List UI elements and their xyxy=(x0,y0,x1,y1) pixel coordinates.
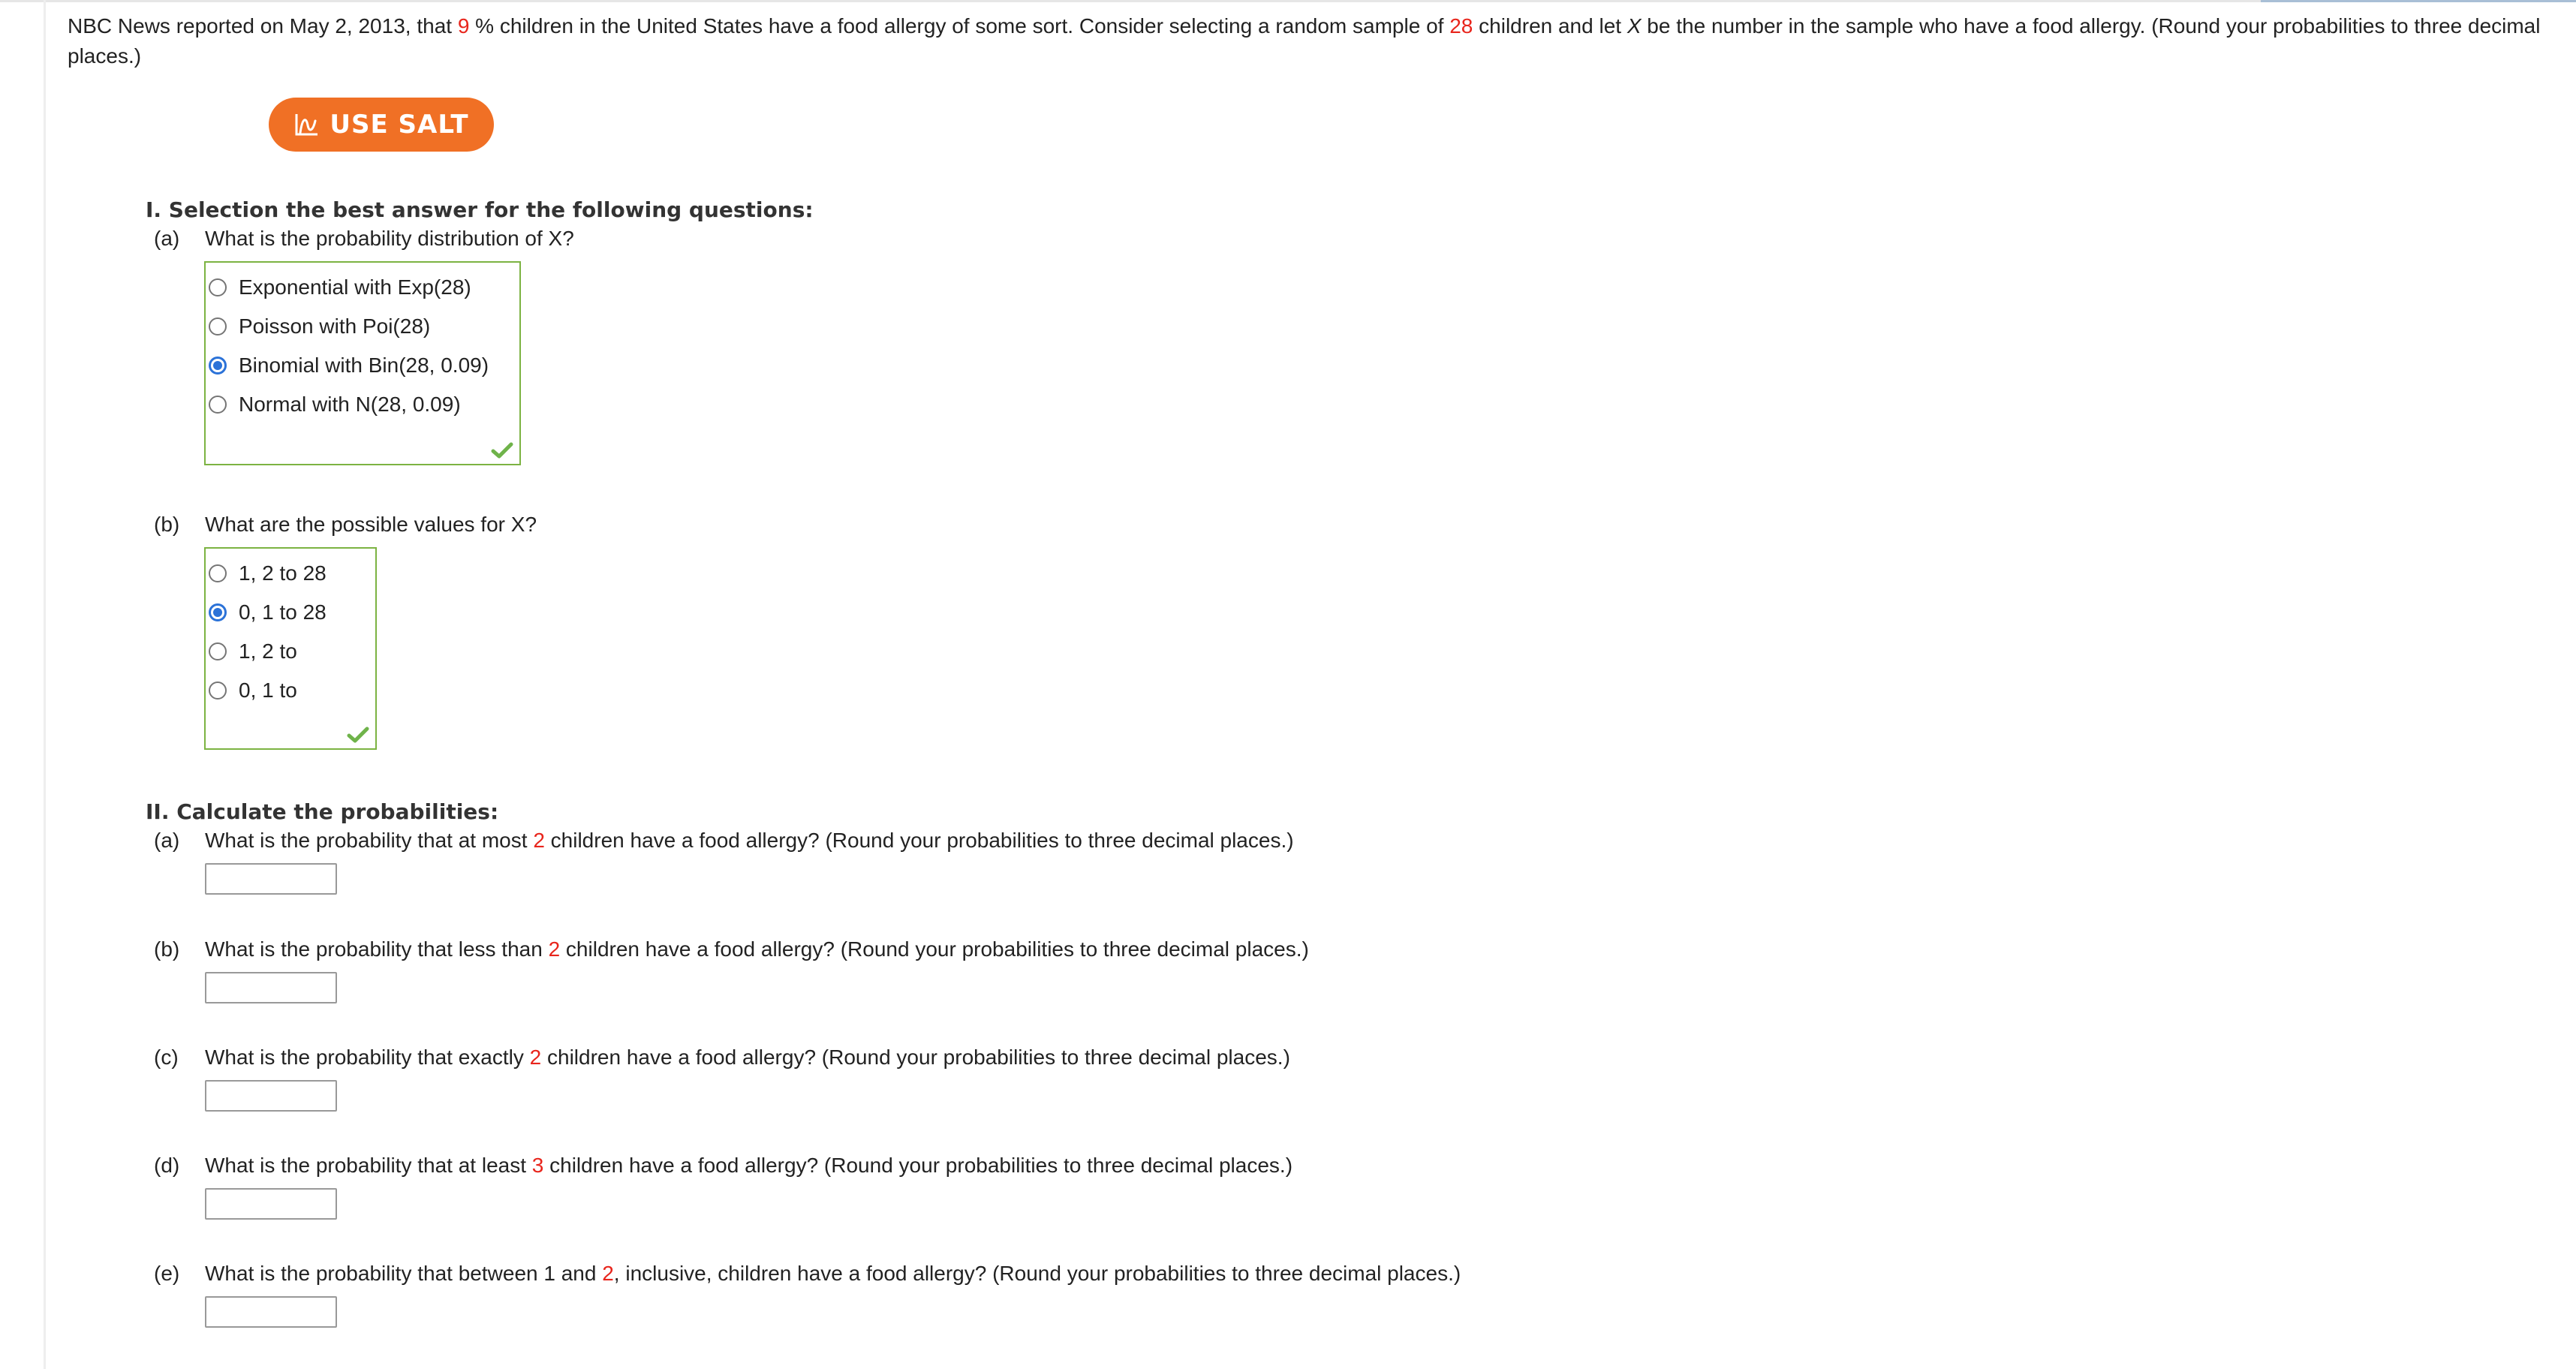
possible-values-options xyxy=(204,547,377,750)
use-salt-label: USE SALT xyxy=(330,110,469,140)
part-2b-question xyxy=(154,934,1309,964)
option-poisson[interactable] xyxy=(206,307,519,346)
question-text-part: What is the probability that exactly xyxy=(205,1046,530,1069)
top-divider xyxy=(0,0,2576,2)
section-2-title: II. Calculate the probabilities: xyxy=(146,799,499,824)
top-accent-bar xyxy=(2261,0,2576,2)
option-1-2-to[interactable] xyxy=(206,632,375,671)
option-label: 1, 2 to 28 xyxy=(239,561,327,585)
option-0-1-to[interactable] xyxy=(206,671,375,710)
option-exponential[interactable] xyxy=(206,268,519,307)
question-text-part: children have a food allergy? (Round your probabilities to three decimal places.) xyxy=(544,829,1294,852)
option-label: 0, 1 to 28 xyxy=(239,600,327,624)
question-text xyxy=(205,1259,1461,1289)
radio-button[interactable] xyxy=(209,642,227,660)
question-text xyxy=(205,826,1294,856)
percent-value: 9 xyxy=(457,14,470,38)
problem-text-part: NBC News reported on May 2, 2013, that xyxy=(68,14,458,38)
problem-statement xyxy=(68,11,2559,71)
question-number: 2 xyxy=(533,829,545,852)
option-label: Poisson with Poi(28) xyxy=(239,314,431,338)
answer-input-2d[interactable] xyxy=(205,1188,337,1220)
part-label: (c) xyxy=(154,1046,179,1069)
radio-button[interactable] xyxy=(209,317,227,335)
radio-button[interactable] xyxy=(209,564,227,582)
section-1-title: I. Selection the best answer for the following questions: xyxy=(146,197,814,222)
radio-button-selected[interactable] xyxy=(209,603,227,621)
part-2d-question xyxy=(154,1151,1293,1181)
radio-button[interactable] xyxy=(209,681,227,700)
question-text: What is the probability distribution of X? xyxy=(205,227,574,250)
part-label: (a) xyxy=(154,227,180,250)
part-2e-question xyxy=(154,1259,1461,1289)
sample-size-value: 28 xyxy=(1449,14,1473,38)
salt-calculator-icon xyxy=(293,111,320,138)
question-text-part: What is the probability that less than xyxy=(205,937,549,961)
question-text-part: What is the probability that at most xyxy=(205,829,534,852)
part-2a-question xyxy=(154,826,1294,856)
correct-checkmark-icon xyxy=(491,441,513,459)
answer-input-2e[interactable] xyxy=(205,1296,337,1328)
radio-button[interactable] xyxy=(209,396,227,414)
question-text-part: What is the probability that between 1 and xyxy=(205,1262,603,1285)
option-0-1-to-28[interactable] xyxy=(206,593,375,632)
question-text-part: , inclusive, children have a food allergy? (Round your probabilities to three decimal places.) xyxy=(613,1262,1461,1285)
option-label: Binomial with Bin(28, 0.09) xyxy=(239,354,489,377)
option-label: 1, 2 to xyxy=(239,639,297,663)
distribution-options xyxy=(204,261,521,465)
left-divider xyxy=(44,0,46,1369)
use-salt-button[interactable] xyxy=(269,98,494,152)
problem-text-part: children and let xyxy=(1473,14,1627,38)
radio-button[interactable] xyxy=(209,278,227,296)
answer-input-2c[interactable] xyxy=(205,1080,337,1112)
question-text xyxy=(205,934,1309,964)
question-text xyxy=(205,1151,1293,1181)
part-2c-question xyxy=(154,1043,1290,1073)
problem-text-part: be the number in the sample who have a food allergy. (Round your probabilities to three decimal places.) xyxy=(68,14,2541,68)
part-label: (a) xyxy=(154,829,180,852)
option-normal[interactable] xyxy=(206,385,519,424)
option-label: Normal with N(28, 0.09) xyxy=(239,393,461,416)
question-text xyxy=(205,1043,1290,1073)
option-binomial[interactable] xyxy=(206,346,519,385)
part-label: (e) xyxy=(154,1262,180,1285)
variable-x: X xyxy=(1627,14,1642,38)
radio-button-selected[interactable] xyxy=(209,357,227,375)
option-label: 0, 1 to xyxy=(239,678,297,702)
part-1b-question xyxy=(154,510,537,540)
question-text-part: What is the probability that at least xyxy=(205,1154,532,1177)
question-number: 2 xyxy=(548,937,561,961)
answer-input-2b[interactable] xyxy=(205,972,337,1003)
answer-input-2a[interactable] xyxy=(205,863,337,895)
option-1-2-to-28[interactable] xyxy=(206,554,375,593)
question-text-part: children have a food allergy? (Round your probabilities to three decimal places.) xyxy=(543,1154,1293,1177)
correct-checkmark-icon xyxy=(347,726,369,744)
part-label: (b) xyxy=(154,937,180,961)
problem-text-part: % children in the United States have a food allergy of some sort. Consider selecting a random sample of xyxy=(469,14,1450,38)
part-label: (d) xyxy=(154,1154,180,1177)
question-text: What are the possible values for X? xyxy=(205,513,537,536)
question-number: 2 xyxy=(602,1262,614,1285)
part-label: (b) xyxy=(154,513,180,536)
question-text-part: children have a food allergy? (Round your probabilities to three decimal places.) xyxy=(541,1046,1290,1069)
question-number: 2 xyxy=(529,1046,542,1069)
option-label: Exponential with Exp(28) xyxy=(239,275,471,299)
question-text-part: children have a food allergy? (Round your probabilities to three decimal places.) xyxy=(560,937,1309,961)
question-number: 3 xyxy=(531,1154,544,1177)
part-1a-question xyxy=(154,224,574,254)
